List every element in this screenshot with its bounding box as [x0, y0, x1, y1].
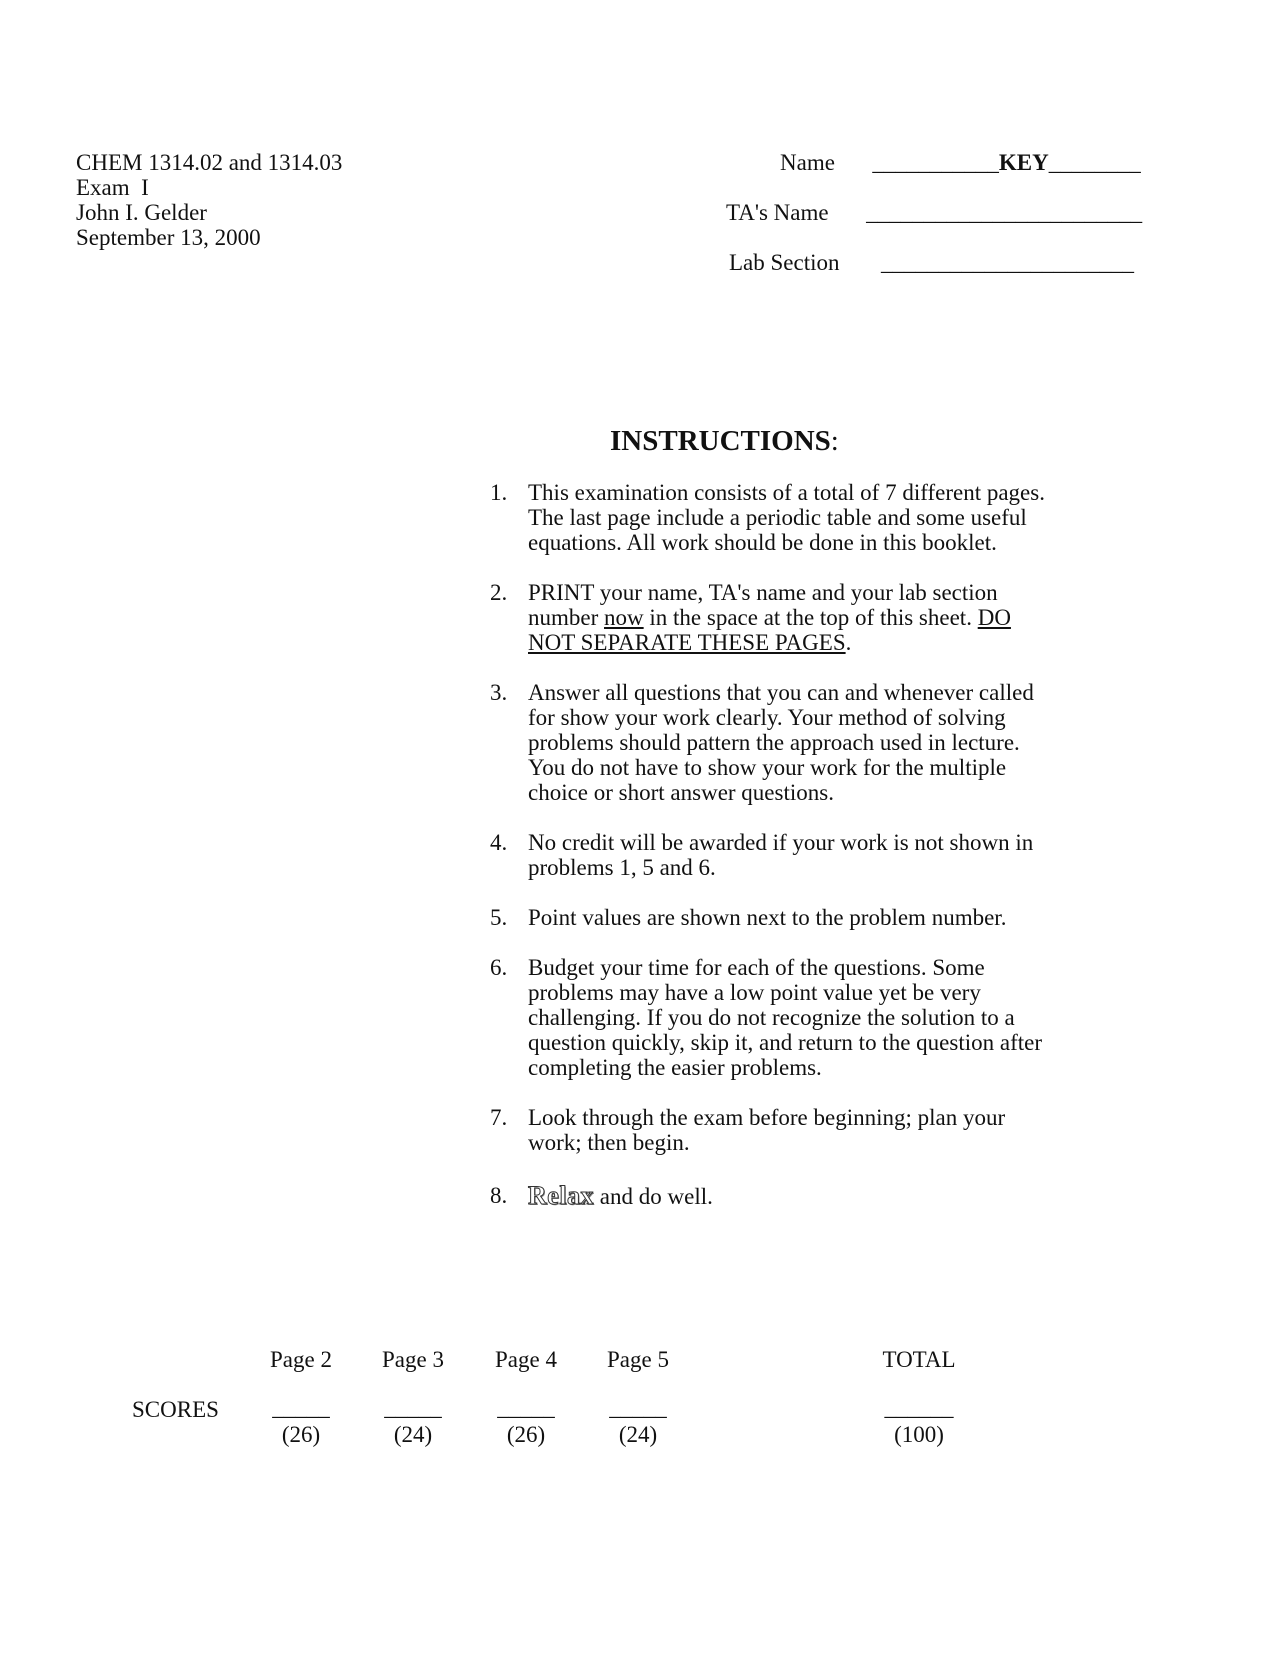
instruction-line: problems should pattern the approach used in lecture.: [528, 730, 1020, 755]
instructions-title-text: INSTRUCTIONS: [610, 425, 831, 457]
name-label: Name: [780, 150, 835, 175]
instruction-line: problems 1, 5 and 6.: [528, 855, 716, 880]
score-page-4-points: (26): [506, 1422, 546, 1447]
instruction-line: challenging. If you do not recognize the solution to a: [528, 1005, 1015, 1030]
score-page-3-blank: _____: [384, 1395, 442, 1420]
score-page-3-points: (24): [393, 1422, 433, 1447]
lab-blank: ______________________: [881, 250, 1134, 275]
score-page-5-blank: _____: [609, 1395, 667, 1420]
emphasis-now: now: [604, 605, 644, 630]
name-field-row: [780, 150, 1141, 175]
instruction-number: 7.: [490, 1105, 508, 1130]
instruction-line: Point values are shown next to the problem number.: [528, 905, 1007, 930]
name-value: KEY: [998, 150, 1049, 175]
instruction-number: 8.: [490, 1183, 508, 1208]
instruction-line: work; then begin.: [528, 1130, 690, 1155]
instruction-item: [490, 1105, 1110, 1155]
course-info: [76, 150, 342, 250]
instruction-text: in the space at the top of this sheet.: [643, 605, 978, 630]
instruction-line: problems may have a low point value yet be very: [528, 980, 981, 1005]
instruction-number: 3.: [490, 680, 508, 705]
lab-field-row: [729, 250, 1134, 275]
instruction-number: 6.: [490, 955, 508, 980]
instruction-line: equations. All work should be done in this booklet.: [528, 530, 997, 555]
instruction-line: [528, 1183, 1110, 1209]
score-page-4-label: Page 4: [495, 1347, 557, 1372]
score-page-2-label: Page 2: [270, 1347, 332, 1372]
instruction-line: PRINT your name, TA's name and your lab section: [528, 580, 998, 605]
ta-field-row: [726, 200, 1142, 225]
instruction-line: choice or short answer questions.: [528, 780, 834, 805]
instruction-item: [490, 680, 1110, 805]
lab-label: Lab Section: [729, 250, 840, 275]
instruction-line: No credit will be awarded if your work is not shown in: [528, 830, 1034, 855]
instructor-name: John I. Gelder: [76, 200, 207, 225]
instruction-line: completing the easier problems.: [528, 1055, 822, 1080]
score-page-3-label: Page 3: [382, 1347, 444, 1372]
instruction-line: You do not have to show your work for the multiple: [528, 755, 1007, 780]
score-page-5-points: (24): [618, 1422, 658, 1447]
instruction-line: question quickly, skip it, and return to the question after: [528, 1030, 1042, 1055]
instruction-number: 4.: [490, 830, 508, 855]
score-page-2-blank: _____: [272, 1395, 330, 1420]
instruction-text: number: [528, 605, 605, 630]
emphasis-do: DO: [977, 605, 1011, 630]
instruction-line: This examination consists of a total of 7 different pages.: [528, 480, 1045, 505]
instruction-item: [490, 480, 1110, 555]
emphasis-not-separate: NOT SEPARATE THESE PAGES: [528, 630, 846, 655]
instruction-item: [490, 580, 1110, 655]
score-total-points: (100): [894, 1422, 944, 1447]
score-page-5-label: Page 5: [607, 1347, 669, 1372]
score-page-2-points: (26): [281, 1422, 321, 1447]
name-blank-before: ___________: [872, 150, 999, 175]
ta-label: TA's Name: [726, 200, 829, 225]
instructions-title-colon: :: [830, 425, 839, 457]
instruction-number: 2.: [490, 580, 508, 605]
instruction-item: [490, 905, 1110, 930]
instructions-list: [490, 480, 1110, 1209]
instructions-title: [610, 425, 839, 457]
score-page-4-blank: _____: [497, 1395, 555, 1420]
scores-label: SCORES: [132, 1397, 219, 1422]
instruction-item: [490, 830, 1110, 880]
instruction-item: [490, 1183, 1110, 1209]
exam-date: September 13, 2000: [76, 225, 261, 250]
instruction-item: [490, 955, 1110, 1080]
ta-blank: ________________________: [866, 200, 1143, 225]
instruction-number: 5.: [490, 905, 508, 930]
instruction-number: 1.: [490, 480, 508, 505]
instruction-text: .: [845, 630, 852, 655]
instruction-line: Answer all questions that you can and whenever called: [528, 680, 1034, 705]
relax-word: Relax: [528, 1181, 595, 1210]
score-total-label: TOTAL: [882, 1347, 956, 1372]
instruction-line: The last page include a periodic table and some useful: [528, 505, 1027, 530]
instruction-line: [528, 630, 1110, 655]
instruction-line: Look through the exam before beginning; plan your: [528, 1105, 1006, 1130]
name-blank-after: ________: [1048, 150, 1141, 175]
exam-label: Exam I: [76, 175, 149, 200]
course-title: CHEM 1314.02 and 1314.03: [76, 150, 343, 175]
score-total-blank: ______: [884, 1395, 954, 1420]
instruction-text: and do well.: [594, 1184, 713, 1209]
instruction-line: [528, 605, 1110, 630]
instruction-line: for show your work clearly. Your method of solving: [528, 705, 1006, 730]
instruction-line: Budget your time for each of the questions. Some: [528, 955, 985, 980]
